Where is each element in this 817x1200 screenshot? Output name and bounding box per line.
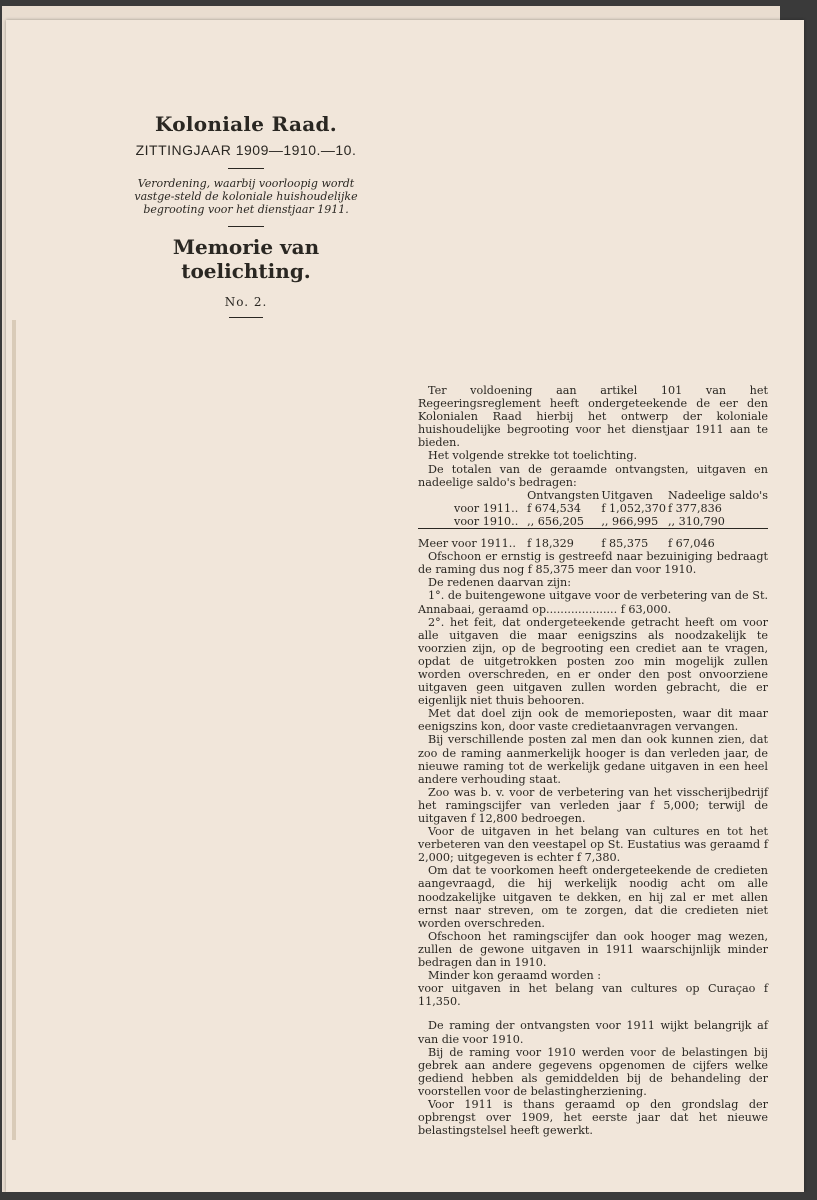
table-cell: voor 1910.. (454, 514, 519, 528)
ordinance-subtitle: Verordening, waarbij voorloopig wordt vastge-steld de koloniale huishoudelijke begrooting voor het dienstjaar 1911. (134, 177, 358, 216)
table-cell: Meer voor 1911.. (418, 529, 527, 551)
memorandum-title: Memorie van toelichting. (172, 235, 320, 283)
divider (228, 226, 264, 227)
table-cell: f 377,836 (667, 501, 722, 515)
table-header-row (418, 489, 768, 502)
table-total-row (418, 529, 768, 551)
paragraph: Bij verschillende posten zal men dan ook kunnen zien, dat zoo de raming aanmerkelijk hooger is dan verleden jaar, de nieuwe raming tot de werkelijk gedane uitgaven in een heel andere verhouding staat. (418, 733, 768, 786)
paragraph: Ofschoon het ramingscijfer dan ook hooger mag wezen, zullen de gewone uitgaven in 1911 waarschijnlijk minder bedragen dan in 1910. (418, 929, 768, 970)
table-cell: ,, 966,995 (601, 514, 659, 528)
table-cell: f 85,375 (601, 529, 668, 551)
page-edge-stain (12, 320, 16, 1140)
paragraph: 1°. de buitengewone uitgave voor de verbetering van de St. Annabaai, geraamd op.................... f 63,000. (418, 589, 768, 616)
document-header (112, 112, 380, 318)
table-cell: voor 1911.. (454, 501, 519, 515)
paragraph: Voor de uitgaven in het belang van cultures en tot het verbeteren van den veestapel op St. Eustatius was geraamd f 2,000; uitgegeven is echter f 7,380. (418, 825, 768, 865)
paragraph: Met dat doel zijn ook de memorieposten, waar dit maar eenigszins kon, door vaste credietaanvragen vervangen. (418, 707, 768, 734)
table-row (418, 515, 768, 529)
divider (228, 168, 264, 169)
paragraph: Voor 1911 is thans geraamd op den grondslag der opbrengst over 1909, het eerste jaar dat het nieuwe belastingstelsel heeft gewerkt. (418, 1097, 768, 1138)
council-title: Koloniale Raad. (154, 112, 338, 136)
paragraph: De totalen van de geraamde ontvangsten, uitgaven en nadeelige saldo's bedragen: (418, 462, 768, 489)
paragraph: Minder kon geraamd worden : (428, 969, 601, 983)
table-cell: f 1,052,370 (601, 501, 666, 515)
table-header-cell: Uitgaven (601, 488, 653, 502)
table-cell: f 674,534 (527, 501, 582, 515)
scanner-background (0, 1192, 817, 1200)
paragraph: voor uitgaven in het belang van cultures op Curaçao f 11,350. (418, 982, 768, 1009)
paragraph: Ofschoon er ernstig is gestreefd naar bezuiniging bedraagt de raming dus nog f 85,375 meer dan voor 1910. (418, 550, 768, 577)
paragraph: Ter voldoening aan artikel 101 van het Regeeringsreglement heeft ondergeteekende de eer den Kolonialen Raad hierbij het ontwerp der koloniale huishoudelijke begrooting voor het dienstjaar 1911 aan te bieden. (418, 384, 768, 450)
paragraph: De redenen daarvan zijn: (428, 576, 572, 590)
paragraph: De raming der ontvangsten voor 1911 wijkt belangrijk af van die voor 1910. (418, 1019, 768, 1046)
paragraph: Het volgende strekke tot toelichting. (428, 449, 638, 463)
paragraph: Zoo was b. v. voor de verbetering van het visscherijbedrijf het ramingscijfer van verleden jaar f 5,000; terwijl de uitgaven f 12,800 bedroegen. (418, 785, 768, 825)
table-header-cell: Nadeelige saldo's (667, 488, 768, 502)
table-cell: f 67,046 (668, 529, 768, 551)
memorandum-body (418, 384, 768, 1137)
table-cell: f 18,329 (527, 529, 601, 551)
table-header-cell: Ontvangsten (527, 488, 600, 502)
table-cell: ,, 310,790 (667, 514, 725, 528)
paragraph: 2°. het feit, dat ondergeteekende getracht heeft om voor alle uitgaven die maar eenigszins als noodzakelijk te voorzien zijn, op de begrooting een crediet aan te vragen, opdat de uitgetrokken posten zoo min mogelijk zullen worden overschreden, en er onder den post onvoorziene uitgaven geen uitgaven zullen worden gebracht, die er eigenlijk niet thuis behooren. (418, 615, 768, 708)
table-header-cell (418, 489, 527, 502)
table-cell: ,, 656,205 (527, 514, 584, 528)
paragraph: Om dat te voorkomen heeft ondergeteekende de credieten aangevraagd, die hij werkelijk noodig acht om alle noodzakelijke uitgaven te dekken, en hij zal er met allen ernst naar streven, om te zorgen, dat die credieten niet worden overschreden. (418, 864, 768, 930)
budget-totals-table (418, 489, 768, 550)
table-row (418, 502, 768, 515)
session-year: ZITTINGJAAR 1909—1910.—10. (135, 142, 357, 158)
paragraph: Bij de raming voor 1910 werden voor de belastingen bij gebrek aan andere gegevens opgenomen de cijfers welke gediend hebben als gemiddelden bij de behandeling der voorstellen voor de belastingherziening. (418, 1045, 768, 1098)
divider (229, 317, 263, 318)
document-number: No. 2. (224, 295, 268, 309)
